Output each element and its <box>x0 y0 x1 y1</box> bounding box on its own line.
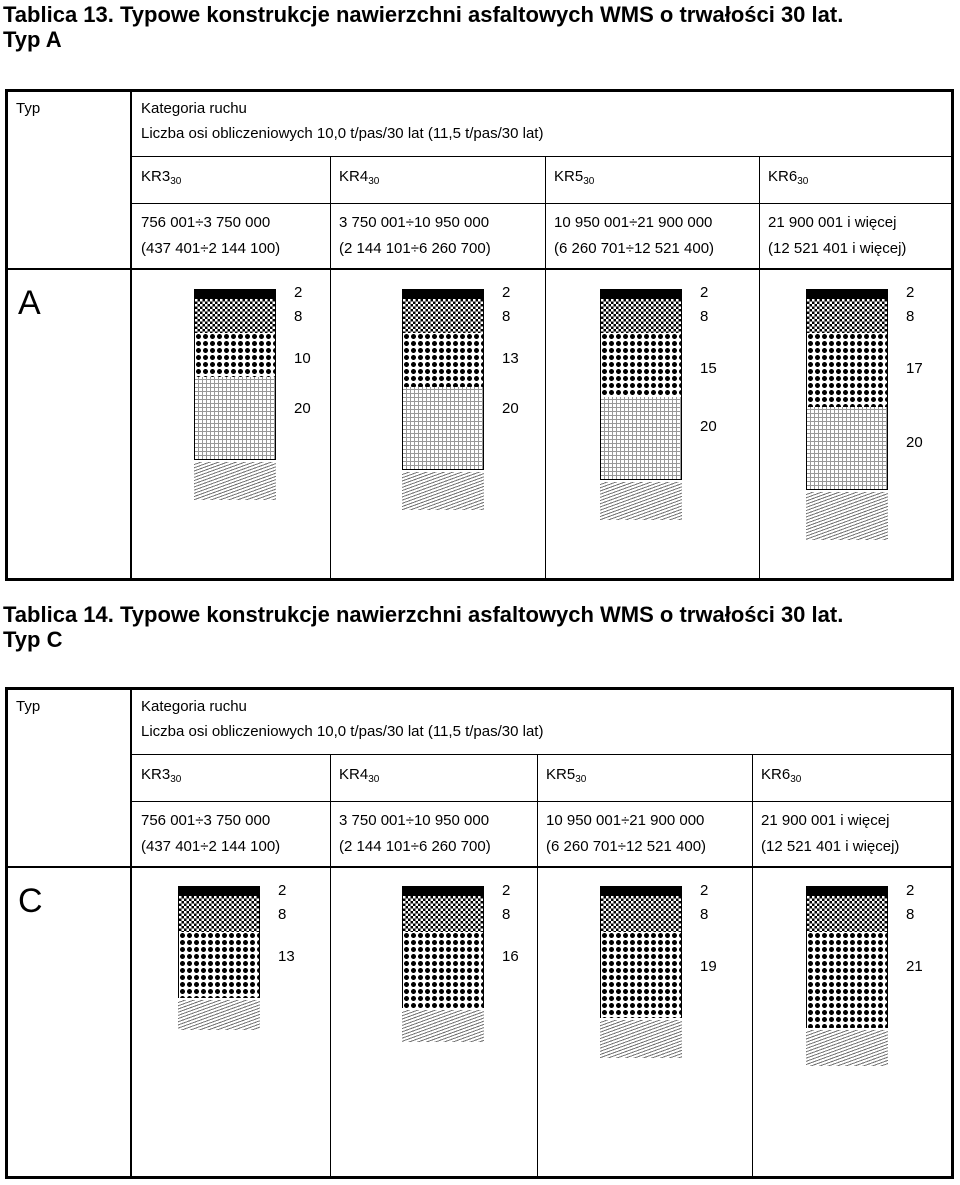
kr-category <box>141 168 181 190</box>
layer-thickness: 20 <box>502 400 519 417</box>
axle-range: 756 001÷3 750 000 <box>141 214 271 231</box>
subgrade-hatch <box>402 1010 484 1042</box>
layer-4 <box>600 397 682 480</box>
layer-3 <box>600 333 682 397</box>
pavement-structure <box>600 92 717 578</box>
pavement-structure <box>806 690 923 1176</box>
layer-thickness: 8 <box>294 308 303 325</box>
axle-range: 3 750 001÷10 950 000 <box>339 214 490 231</box>
axle-range-alt: (12 521 401 i więcej) <box>761 838 900 855</box>
table-14-caption <box>3 602 843 652</box>
col-divider <box>545 156 546 578</box>
axle-range-alt: (2 144 101÷6 260 700) <box>339 838 491 855</box>
subgrade-hatch <box>402 472 484 510</box>
col-divider <box>759 156 760 578</box>
kr-subscript: 30 <box>368 176 380 187</box>
layer-thickness: 13 <box>502 350 519 367</box>
axle-range: 21 900 001 i więcej <box>768 214 897 231</box>
pavement-structure <box>806 92 923 578</box>
layer-3 <box>806 333 888 407</box>
kr-subscript: 30 <box>170 176 182 187</box>
layer-1 <box>600 886 682 896</box>
col-divider <box>537 754 538 1176</box>
layer-1 <box>194 289 276 299</box>
kategoria-label: Kategoria ruchu <box>141 100 247 117</box>
type-letter: C <box>18 882 43 920</box>
kr-category <box>339 168 379 190</box>
kr-category <box>554 168 594 190</box>
layer-thickness: 13 <box>278 948 295 965</box>
layer-thickness: 20 <box>906 434 923 451</box>
kr-category <box>761 766 801 788</box>
kr-subscript: 30 <box>368 774 380 785</box>
layer-1 <box>178 886 260 896</box>
layer-thickness: 20 <box>700 418 717 435</box>
layer-thickness: 15 <box>700 360 717 377</box>
layer-thickness: 8 <box>278 906 287 923</box>
pavement-structure <box>194 92 311 578</box>
kr-label: KR5 <box>546 766 576 783</box>
caption-line2: Typ C <box>3 627 63 652</box>
layer-2 <box>600 896 682 932</box>
kr-label: KR5 <box>554 168 584 185</box>
layer-thickness: 20 <box>294 400 311 417</box>
layer-thickness: 2 <box>906 882 915 899</box>
liczba-osi-label: Liczba osi obliczeniowych 10,0 t/pas/30 lat (11,5 t/pas/30 lat) <box>141 125 544 142</box>
layer-thickness: 2 <box>502 882 511 899</box>
pavement-structure <box>402 92 519 578</box>
layer-thickness: 10 <box>294 350 311 367</box>
layer-3 <box>402 333 484 387</box>
layer-thickness: 2 <box>700 284 709 301</box>
kr-label: KR3 <box>141 766 171 783</box>
layer-thickness: 8 <box>502 308 511 325</box>
layer-3 <box>194 333 276 377</box>
kr-category <box>546 766 586 788</box>
axle-range-alt: (437 401÷2 144 100) <box>141 838 281 855</box>
col-divider <box>130 690 132 1176</box>
layer-2 <box>402 299 484 333</box>
col-divider <box>130 92 132 578</box>
layer-3 <box>600 932 682 1018</box>
layer-2 <box>402 896 484 932</box>
layer-2 <box>178 896 260 932</box>
col-divider <box>330 754 331 1176</box>
kr-subscript: 30 <box>790 774 802 785</box>
layer-thickness: 2 <box>278 882 287 899</box>
layer-2 <box>194 299 276 333</box>
layer-1 <box>806 289 888 299</box>
subgrade-hatch <box>806 492 888 540</box>
kategoria-label: Kategoria ruchu <box>141 698 247 715</box>
table-14 <box>5 687 954 1179</box>
pavement-structure <box>600 690 717 1176</box>
kr-label: KR4 <box>339 766 369 783</box>
layer-1 <box>600 289 682 299</box>
layer-thickness: 16 <box>502 948 519 965</box>
layer-4 <box>806 407 888 490</box>
layer-1 <box>806 886 888 896</box>
kr-label: KR4 <box>339 168 369 185</box>
layer-1 <box>402 886 484 896</box>
layer-thickness: 8 <box>700 906 709 923</box>
axle-range: 3 750 001÷10 950 000 <box>339 812 490 829</box>
layer-thickness: 2 <box>502 284 511 301</box>
layer-thickness: 19 <box>700 958 717 975</box>
layer-thickness: 21 <box>906 958 923 975</box>
pavement-structure <box>178 690 295 1176</box>
layer-thickness: 2 <box>906 284 915 301</box>
kr-label: KR6 <box>761 766 791 783</box>
kr-category <box>141 766 181 788</box>
subgrade-hatch <box>600 482 682 520</box>
kr-subscript: 30 <box>575 774 587 785</box>
typ-header: Typ <box>16 100 41 117</box>
liczba-osi-label: Liczba osi obliczeniowych 10,0 t/pas/30 lat (11,5 t/pas/30 lat) <box>141 723 544 740</box>
col-divider <box>752 754 753 1176</box>
kr-category <box>768 168 808 190</box>
layer-thickness: 8 <box>906 906 915 923</box>
layer-thickness: 8 <box>502 906 511 923</box>
col-divider <box>330 156 331 578</box>
pavement-structure <box>402 690 519 1176</box>
axle-range: 10 950 001÷21 900 000 <box>554 214 713 231</box>
axle-range: 10 950 001÷21 900 000 <box>546 812 705 829</box>
subgrade-hatch <box>178 1000 260 1030</box>
axle-range: 756 001÷3 750 000 <box>141 812 271 829</box>
layer-2 <box>806 896 888 932</box>
table-13 <box>5 89 954 581</box>
axle-range-alt: (6 260 701÷12 521 400) <box>546 838 707 855</box>
subgrade-hatch <box>194 462 276 500</box>
layer-3 <box>178 932 260 998</box>
layer-thickness: 2 <box>294 284 303 301</box>
kr-subscript: 30 <box>797 176 809 187</box>
layer-4 <box>402 387 484 470</box>
layer-4 <box>194 377 276 460</box>
caption-line1: Tablica 13. Typowe konstrukcje nawierzchni asfaltowych WMS o trwałości 30 lat. <box>3 2 844 27</box>
axle-range-alt: (2 144 101÷6 260 700) <box>339 240 491 257</box>
layer-thickness: 17 <box>906 360 923 377</box>
type-letter: A <box>18 284 41 322</box>
layer-thickness: 8 <box>700 308 709 325</box>
kr-label: KR6 <box>768 168 798 185</box>
caption-line1: Tablica 14. Typowe konstrukcje nawierzchni asfaltowych WMS o trwałości 30 lat. <box>3 602 844 627</box>
table-13-caption <box>3 2 843 52</box>
layer-3 <box>806 932 888 1028</box>
kr-label: KR3 <box>141 168 171 185</box>
axle-range-alt: (437 401÷2 144 100) <box>141 240 281 257</box>
typ-header: Typ <box>16 698 41 715</box>
layer-3 <box>402 932 484 1008</box>
layer-thickness: 2 <box>700 882 709 899</box>
kr-subscript: 30 <box>583 176 595 187</box>
layer-2 <box>600 299 682 333</box>
layer-1 <box>402 289 484 299</box>
kr-category <box>339 766 379 788</box>
layer-2 <box>806 299 888 333</box>
axle-range: 21 900 001 i więcej <box>761 812 890 829</box>
axle-range-alt: (6 260 701÷12 521 400) <box>554 240 715 257</box>
subgrade-hatch <box>806 1030 888 1066</box>
subgrade-hatch <box>600 1020 682 1058</box>
axle-range-alt: (12 521 401 i więcej) <box>768 240 907 257</box>
caption-line2: Typ A <box>3 27 62 52</box>
layer-thickness: 8 <box>906 308 915 325</box>
kr-subscript: 30 <box>170 774 182 785</box>
